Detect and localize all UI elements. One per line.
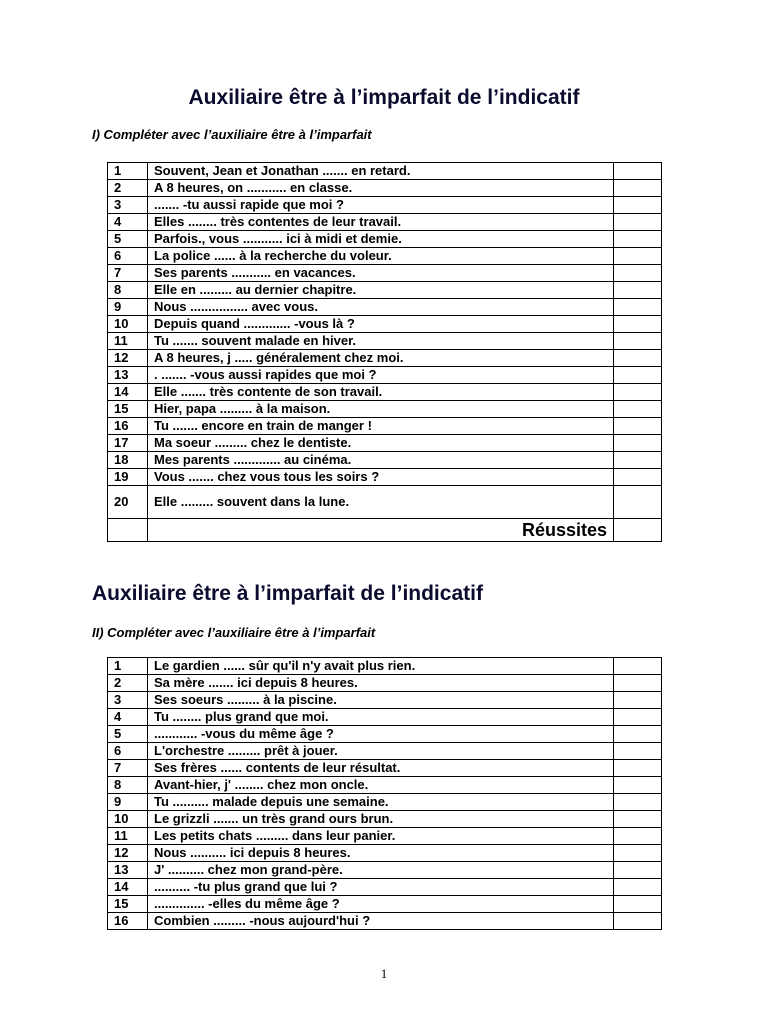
- answer-cell[interactable]: [614, 316, 662, 333]
- answer-cell[interactable]: [614, 794, 662, 811]
- row-number: 16: [108, 418, 148, 435]
- row-number: 12: [108, 845, 148, 862]
- table-row: [108, 811, 662, 828]
- row-number: 9: [108, 299, 148, 316]
- row-number: 19: [108, 469, 148, 486]
- exercise-2-table: [107, 657, 662, 930]
- table-row: [108, 709, 662, 726]
- section-1-title: Auxiliaire être à l’imparfait de l’indicatif: [188, 86, 580, 109]
- row-number: 11: [108, 828, 148, 845]
- answer-cell[interactable]: [614, 469, 662, 486]
- sentence-text: Tu ........ plus grand que moi.: [148, 709, 614, 726]
- sentence-text: Ma soeur ......... chez le dentiste.: [148, 435, 614, 452]
- sentence-text: Sa mère ....... ici depuis 8 heures.: [148, 675, 614, 692]
- answer-cell[interactable]: [614, 896, 662, 913]
- table-row: [108, 231, 662, 248]
- row-number: 15: [108, 401, 148, 418]
- table-row: [108, 658, 662, 675]
- row-number: 8: [108, 282, 148, 299]
- answer-cell[interactable]: [614, 913, 662, 930]
- row-number: 14: [108, 879, 148, 896]
- sentence-text: Le gardien ...... sûr qu'il n'y avait plus rien.: [148, 658, 614, 675]
- sentence-text: . ....... -vous aussi rapides que moi ?: [148, 367, 614, 384]
- table-row: [108, 180, 662, 197]
- table-row: [108, 384, 662, 401]
- row-number: 17: [108, 435, 148, 452]
- row-number: 3: [108, 692, 148, 709]
- sentence-text: La police ...... à la recherche du voleur.: [148, 248, 614, 265]
- row-number: 18: [108, 452, 148, 469]
- answer-cell[interactable]: [614, 743, 662, 760]
- sentence-text: Ses soeurs ......... à la piscine.: [148, 692, 614, 709]
- sentence-text: .......... -tu plus grand que lui ?: [148, 879, 614, 896]
- answer-cell[interactable]: [614, 777, 662, 794]
- exercise-1-table: [107, 162, 662, 542]
- answer-cell[interactable]: [614, 282, 662, 299]
- sentence-text: Elle en ......... au dernier chapitre.: [148, 282, 614, 299]
- sentence-text: A 8 heures, on ........... en classe.: [148, 180, 614, 197]
- answer-cell[interactable]: [614, 879, 662, 896]
- answer-cell[interactable]: [614, 811, 662, 828]
- answer-cell[interactable]: [614, 214, 662, 231]
- row-number: 16: [108, 913, 148, 930]
- row-number: 2: [108, 675, 148, 692]
- table-row: [108, 452, 662, 469]
- row-number: 13: [108, 367, 148, 384]
- sentence-text: ....... -tu aussi rapide que moi ?: [148, 197, 614, 214]
- answer-cell[interactable]: [614, 675, 662, 692]
- sentence-text: Avant-hier, j' ........ chez mon oncle.: [148, 777, 614, 794]
- answer-cell[interactable]: [614, 231, 662, 248]
- section-2-title: Auxiliaire être à l’imparfait de l’indicatif: [92, 582, 483, 605]
- table-row: [108, 845, 662, 862]
- answer-cell[interactable]: [614, 265, 662, 282]
- sentence-text: Ses parents ........... en vacances.: [148, 265, 614, 282]
- answer-cell[interactable]: [614, 367, 662, 384]
- score-label: Réussites: [148, 519, 614, 542]
- sentence-text: Hier, papa ......... à la maison.: [148, 401, 614, 418]
- row-number: 6: [108, 248, 148, 265]
- table-row: [108, 486, 662, 519]
- answer-cell[interactable]: [614, 435, 662, 452]
- answer-cell[interactable]: [614, 760, 662, 777]
- answer-cell[interactable]: [614, 248, 662, 265]
- score-cell[interactable]: [614, 519, 662, 542]
- sentence-text: Parfois., vous ........... ici à midi et demie.: [148, 231, 614, 248]
- row-number: 14: [108, 384, 148, 401]
- table-row: [108, 248, 662, 265]
- table-row: [108, 726, 662, 743]
- row-number: 15: [108, 896, 148, 913]
- row-number: 7: [108, 760, 148, 777]
- sentence-text: Vous ....... chez vous tous les soirs ?: [148, 469, 614, 486]
- row-number: 3: [108, 197, 148, 214]
- table-row: [108, 777, 662, 794]
- row-number: 11: [108, 333, 148, 350]
- sentence-text: Le grizzli ....... un très grand ours brun.: [148, 811, 614, 828]
- answer-cell[interactable]: [614, 197, 662, 214]
- section-2-instruction: II) Compléter avec l’auxiliaire être à l’imparfait: [92, 625, 376, 640]
- row-number: 1: [108, 658, 148, 675]
- row-number: 5: [108, 726, 148, 743]
- answer-cell[interactable]: [614, 828, 662, 845]
- table-row: [108, 163, 662, 180]
- row-number: 9: [108, 794, 148, 811]
- row-number: 6: [108, 743, 148, 760]
- table-row: [108, 333, 662, 350]
- row-number: 5: [108, 231, 148, 248]
- sentence-text: Souvent, Jean et Jonathan ....... en retard.: [148, 163, 614, 180]
- answer-cell[interactable]: [614, 658, 662, 675]
- sentence-text: Elle ....... très contente de son travail.: [148, 384, 614, 401]
- table-row: [108, 214, 662, 231]
- table-row: [108, 862, 662, 879]
- table-row: [108, 350, 662, 367]
- sentence-text: Elle ......... souvent dans la lune.: [148, 486, 614, 519]
- sentence-text: ............ -vous du même âge ?: [148, 726, 614, 743]
- answer-cell[interactable]: [614, 163, 662, 180]
- sentence-text: Ses frères ...... contents de leur résultat.: [148, 760, 614, 777]
- sentence-text: Tu .......... malade depuis une semaine.: [148, 794, 614, 811]
- table-row: [108, 367, 662, 384]
- section-1-instruction: I) Compléter avec l’auxiliaire être à l’imparfait: [92, 127, 372, 142]
- row-number: 1: [108, 163, 148, 180]
- answer-cell[interactable]: [614, 180, 662, 197]
- answer-cell[interactable]: [614, 299, 662, 316]
- table-row: [108, 197, 662, 214]
- row-number: 10: [108, 316, 148, 333]
- page-number: 1: [380, 966, 388, 981]
- table-row: [108, 265, 662, 282]
- table-row: [108, 299, 662, 316]
- table-row: [108, 282, 662, 299]
- sentence-text: .............. -elles du même âge ?: [148, 896, 614, 913]
- sentence-text: Les petits chats ......... dans leur panier.: [148, 828, 614, 845]
- sentence-text: Elles ........ très contentes de leur travail.: [148, 214, 614, 231]
- answer-cell[interactable]: [614, 350, 662, 367]
- row-number: 2: [108, 180, 148, 197]
- sentence-text: Nous .......... ici depuis 8 heures.: [148, 845, 614, 862]
- table-row: [108, 316, 662, 333]
- answer-cell[interactable]: [614, 333, 662, 350]
- table-row: [108, 913, 662, 930]
- sentence-text: Tu ....... souvent malade en hiver.: [148, 333, 614, 350]
- answer-cell[interactable]: [614, 709, 662, 726]
- answer-cell[interactable]: [614, 862, 662, 879]
- sentence-text: Tu ....... encore en train de manger !: [148, 418, 614, 435]
- answer-cell[interactable]: [614, 452, 662, 469]
- answer-cell[interactable]: [614, 418, 662, 435]
- table-row: [108, 435, 662, 452]
- score-row: [108, 519, 662, 542]
- sentence-text: Mes parents ............. au cinéma.: [148, 452, 614, 469]
- answer-cell[interactable]: [614, 726, 662, 743]
- sentence-text: A 8 heures, j ..... généralement chez moi.: [148, 350, 614, 367]
- answer-cell[interactable]: [614, 845, 662, 862]
- row-number: 20: [108, 486, 148, 519]
- sentence-text: Combien ......... -nous aujourd'hui ?: [148, 913, 614, 930]
- table-row: [108, 879, 662, 896]
- table-row: [108, 828, 662, 845]
- table-row: [108, 896, 662, 913]
- row-number: 4: [108, 709, 148, 726]
- row-number: 12: [108, 350, 148, 367]
- row-number: 13: [108, 862, 148, 879]
- row-number: 4: [108, 214, 148, 231]
- sentence-text: Nous ................ avec vous.: [148, 299, 614, 316]
- sentence-text: Depuis quand ............. -vous là ?: [148, 316, 614, 333]
- answer-cell[interactable]: [614, 486, 662, 519]
- answer-cell[interactable]: [614, 384, 662, 401]
- sentence-text: J' .......... chez mon grand-père.: [148, 862, 614, 879]
- row-number: 7: [108, 265, 148, 282]
- answer-cell[interactable]: [614, 401, 662, 418]
- table-row: [108, 418, 662, 435]
- sentence-text: L'orchestre ......... prêt à jouer.: [148, 743, 614, 760]
- table-row: [108, 469, 662, 486]
- table-row: [108, 675, 662, 692]
- answer-cell[interactable]: [614, 692, 662, 709]
- table-row: [108, 794, 662, 811]
- row-number: 8: [108, 777, 148, 794]
- table-row: [108, 743, 662, 760]
- table-row: [108, 692, 662, 709]
- score-blank: [108, 519, 148, 542]
- row-number: 10: [108, 811, 148, 828]
- table-row: [108, 760, 662, 777]
- table-row: [108, 401, 662, 418]
